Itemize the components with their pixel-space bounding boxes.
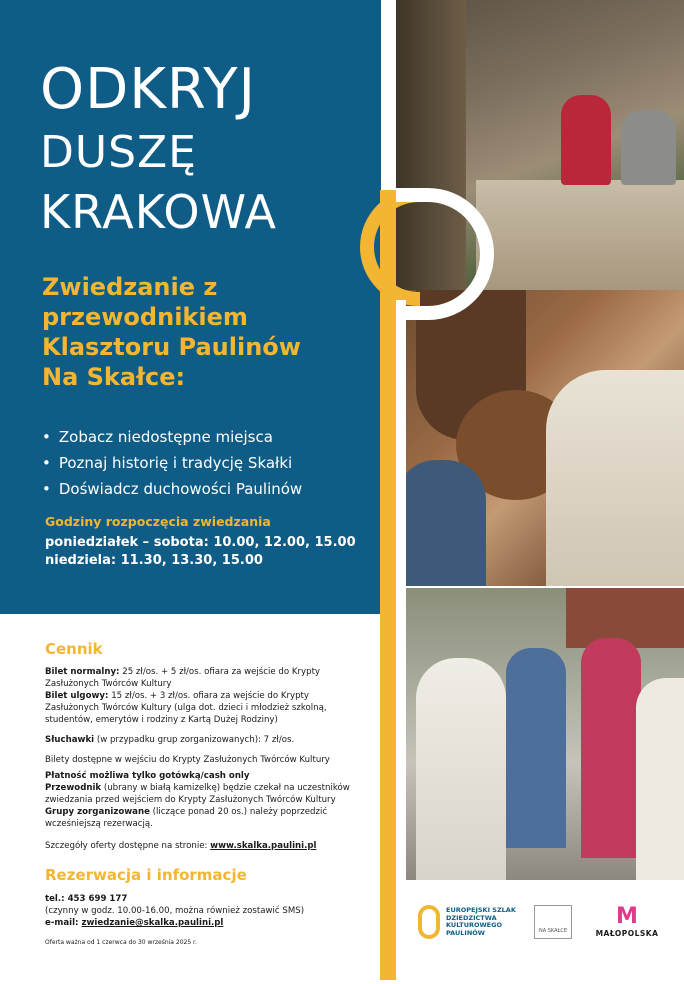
email-label: e-mail: — [45, 918, 82, 928]
malopolska-m-icon: M — [616, 904, 638, 929]
details-text: Szczegóły oferty dostępne na stronie: — [45, 841, 211, 851]
skalka-seal-logo — [534, 905, 572, 939]
pricing-heading: Cennik — [45, 640, 103, 658]
email-link[interactable]: zwiedzanie@skalka.paulini.pl — [81, 918, 224, 928]
title-line-1: ODKRYJ — [40, 57, 256, 122]
accent-vertical-line — [380, 190, 396, 980]
feature-list — [42, 424, 302, 502]
malopolska-text: MAŁOPOLSKA — [595, 929, 659, 938]
hours-weekday: poniedziałek – sobota: 10.00, 12.00, 15.00 — [45, 535, 356, 550]
guide-text: (ubrany w białą kamizelkę) będzie czekał na uczestników zwiedzania przed wejściem do Krypty Zasłużonych Twórców Kultury — [45, 783, 350, 805]
tickets-note: Bilety dostępne w wejściu do Krypty Zasłużonych Twórców Kultury — [45, 755, 330, 765]
malopolska-logo — [592, 905, 662, 938]
monk-shape — [416, 658, 506, 880]
balustrade-shape — [476, 180, 684, 290]
white-vertical-line — [396, 300, 406, 980]
phone-hours: (czynny w godz. 10.00-16.00, można również zostawić SMS) — [45, 906, 305, 916]
seal-text: NA SKAŁCE — [539, 928, 567, 934]
logo-text-line: DZIEDZICTWA — [446, 913, 497, 922]
reservation-body — [45, 893, 365, 955]
european-route-logo — [418, 905, 516, 939]
hours-block — [45, 534, 356, 570]
title-line-3: KRAKOWA — [40, 185, 278, 239]
validity-note: Oferta ważna od 1 czerwca do 30 września 2025 r. — [45, 939, 197, 946]
feature-item: • Doświadcz duchowości Paulinów — [42, 476, 302, 502]
phone[interactable]: tel.: 453 699 177 — [45, 894, 128, 904]
person-shape — [506, 648, 566, 848]
guide-label: Przewodnik — [45, 783, 102, 793]
payment-note: Płatność możliwa tylko gotówką/cash only — [45, 771, 250, 781]
person-shape — [396, 460, 486, 586]
groups-text: (liczące ponad 20 os.) należy poprzedzić wcześniejszą rezerwacją. — [45, 807, 328, 829]
pricing-body — [45, 666, 365, 858]
person-shape — [621, 110, 676, 185]
monk-shape — [546, 370, 684, 586]
reduced-ticket-text: 15 zł/os. + 3 zł/os. ofiara za wejście do Krypty Zasłużonych Twórców Kultury (ulga dot. dzieci i młodzież szkolną, studentów, emerytów i rodziny z Kartą Dużej Rodziny) — [45, 691, 327, 725]
headphones-text: (w przypadku grup zorganizowanych): 7 zł/os. — [94, 735, 295, 745]
hours-sunday: niedziela: 11.30, 13.30, 15.00 — [45, 553, 263, 568]
logo-text-line: KULTUROWEGO — [446, 921, 502, 929]
person-shape — [581, 638, 641, 858]
reduced-ticket-label: Bilet ulgowy: — [45, 691, 109, 701]
logo-text-line: PAULINÓW — [446, 928, 485, 937]
hours-title: Godziny rozpoczęcia zwiedzania — [45, 514, 271, 529]
headphones-label: Słuchawki — [45, 735, 95, 745]
photo-group-tour — [396, 588, 684, 880]
person-shape — [561, 95, 611, 185]
groups-label: Grupy zorganizowane — [45, 807, 150, 817]
monk-shape — [636, 678, 684, 880]
feature-item: • Zobacz niedostępne miejsca — [42, 424, 302, 450]
normal-ticket-label: Bilet normalny: — [45, 667, 120, 677]
feature-item: • Poznaj historię i tradycję Skałki — [42, 450, 302, 476]
reservation-heading: Rezerwacja i informacje — [45, 866, 247, 884]
logo-text-line: EUROPEJSKI SZLAK — [446, 906, 516, 914]
subtitle: Zwiedzanie z przewodnikiem Klasztoru Paulinów Na Skałce: — [42, 273, 301, 391]
pauline-p-icon — [418, 905, 440, 939]
website-link[interactable]: www.skalka.paulini.pl — [210, 841, 317, 851]
photo-reading-book — [396, 290, 684, 586]
normal-ticket-text: 25 zł/os. + 5 zł/os. ofiara za wejście do Krypty Zasłużonych Twórców Kultury — [45, 667, 321, 689]
title-line-2: DUSZĘ — [40, 127, 197, 178]
